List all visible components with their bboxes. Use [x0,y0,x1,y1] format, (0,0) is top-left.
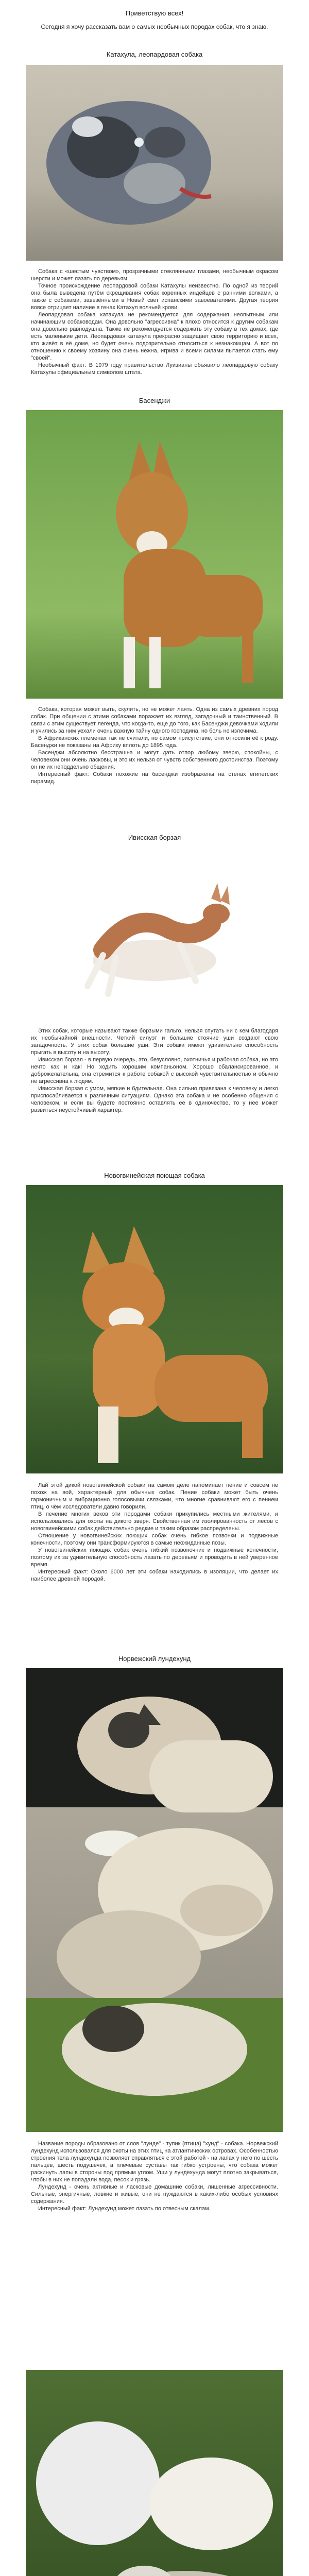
paragraph: Точное происхождение леопардовой собаки Катахулы неизвестно. По одной из теорий она была выведена путём скрещивания собак коренных индейцев с ранними волками, а также с собаками, завезёнными в Новый свет испанскими завоевателями. Другая теория вовсе отрицает наличие в генах Катахул волчьей крови. [31,283,278,311]
paragraph: Интересный факт: Собаки похожие на басенджи изображены на стенах египетских пирамид. [31,771,278,785]
norwegian-lundehund-photo [26,1668,283,2132]
paragraph: В Африканских племенах так не считали, но самом присутствие, они относили её к роду. Басенджи не показаны на Африку вплоть до 1895 года. [31,735,278,749]
new-guinea-singing-dog-text [31,1482,278,1583]
paragraph: Собака с «шестым чувством», прозрачными стеклянными глазами, необычным окрасом шерсти и может лазать по деревьям. [31,268,278,282]
paragraph: Собака, которая может выть, скулить, но не может лаять. Одна из самых древних пород собак. При общении с этими собаками поражает их взгляд, загадочный и таинственный. В связи с этим существует легенда, что когда-то, еще до того, как Басенджи девочками ходили и учились за ним уехали очень важную тайну одного господина, но боль не излечима. [31,706,278,734]
section-title-basenji: Басенджи [139,397,170,404]
paragraph: Лай этой дикой новогвинейской собаки на самом деле напоминает пение и совсем не похож на вой, характерный для обычных собак. Пение собаки может быть очень гармоничным и вибрационно голосовыми связками, что многие сравнивают его с пением птиц, о чём исследователи давно говорили. [31,1482,278,1510]
norwegian-lundehund-text [31,2140,278,2212]
paragraph: У новогвинейских поющих собак очень гибкий позвоночник и подвижные конечности, поэтому их за удивительную способность лазать по деревьям и проводить в ней уверенное время. [31,1547,278,1568]
section-title-catahoula: Катахула, леопардовая собака [106,50,203,58]
catahoula-photo [26,65,283,261]
ibizan-hound-photo [26,847,283,1020]
paragraph: В печение многих веков эти породами собаки прикупились местными жителями, и использовались для охоты на дикого зверя. Свойственная им изолированность от лесов с новогвинейскими собак действительно редкие и таким образом распределены. [31,1511,278,1532]
basenji-photo [26,410,283,699]
greeting: Приветствую всех! [125,9,184,17]
paragraph: Отношение у новогвинейских поющих собак очень гибкое позвонки и подвижные конечности, поэтому они трансформируются в самые неожиданные позы. [31,1533,278,1546]
paragraph: Лундехунд - очень активные и ласковые домашние собаки, лишенные агрессивности. Сильные, энергичные, ловкие и живые, они не нуждаются в каких-либо особых условиях содержания. [31,2184,278,2205]
paragraph: Этих собак, которые называют также борзыми гальго, нельзя спутать ни с кем благодаря их необычайной внешности. Четкий силуэт и большие стоячие уши создают свою загадочность. У этих собак большие уши. Эти собаки имеют удивительно способность прыгать в высоту и на высоту. [31,1028,278,1056]
section-title-norwegian-lundehund: Норвежский лундехунд [118,1655,191,1663]
intro-text: Сегодня я хочу рассказать вам о самых необычных породах собак, что я знаю. [41,23,268,30]
paragraph: Интересный факт: Около 6000 лет эти собаки находились в изоляции, что делает их наиболее древней породой. [31,1569,278,1582]
paragraph: Название породы образовано от слов "лунде" - тупик (птица) "хунд" - собака. Норвежский лундехунд использовался для охоты на этих птиц на атлантических островах. Особенностью строения тела лундехунда позволяет справляться с этой работой - на лапах у него по шесть пальцев, шесть подушечек, а плечевые суставы так гибко устроены, что собака может раскинуть лапы в стороны под прямым углом. Уши у лундехунда могут плотно закрываться, чтобы в них не попадали вода, песок и грязь. [31,2141,278,2183]
ibizan-hound-text [31,1027,278,1114]
new-guinea-singing-dog-photo [26,1185,283,1473]
paragraph: Леопардовая собака катахула не рекомендуется для содержания неопытным или начинающим собаководам. Она довольно "агрессивна" к плохо относится к другим собакам она довольно равнодушна. Также не рекомендуется содержать эту собаку в тех домах, где есть маленькие дети. Леопардовая катахула прекрасно защищает свою территорию и всех, кто живёт в её доме, но будет очень подозрительно относиться к незнакомцам. А вот по отношению к своему хозяину она очень нежна, игрива и всеми силами пытается стать ему "своей". [31,312,278,361]
section-title-new-guinea-singing-dog: Новогвинейская поющая собака [104,1172,205,1179]
section-title-ibizan-hound: Ивисская борзая [128,834,181,841]
paragraph: Необычный факт: В 1979 году правительство Луизианы объявило леопардовую собаку Катахулы официальным символом штата. [31,362,278,376]
paragraph: Ивисская борзая с умом, мягкие и бдительная. Она сильно привязана к человеку и легко приспосабливается к различным ситуациям. Однако эта собака и не особенно общения с человеком, и если вы будете постоянно оставлять ее в одиночестве, то у нее может развиться неустойчивый характер. [31,1086,278,1113]
final-photo [26,2370,283,2576]
catahoula-text [31,268,278,376]
paragraph: Ивисская борзая - в первую очередь, это, безусловно, охотничья и рабочая собака, но это нечто как и как! Но ходить хорошим компаньоном. Хорошо сбалансированное, и доброжелательна, она стремится к работе собакой с высокой чувствительностью и обычно не агрессивна к людям. [31,1057,278,1084]
paragraph: Интересный факт: Лундехунд может лазать по отвесным скалам. [38,2206,211,2212]
basenji-text [31,706,278,785]
paragraph: Басенджи абсолютно бесстрашна и могут дать отпор любому зверю, спокойны, с человеком они очень ласковы, и это их нельзя от чувств собственного достоинства. Поэтому он не их неподдельно общения. [31,750,278,770]
